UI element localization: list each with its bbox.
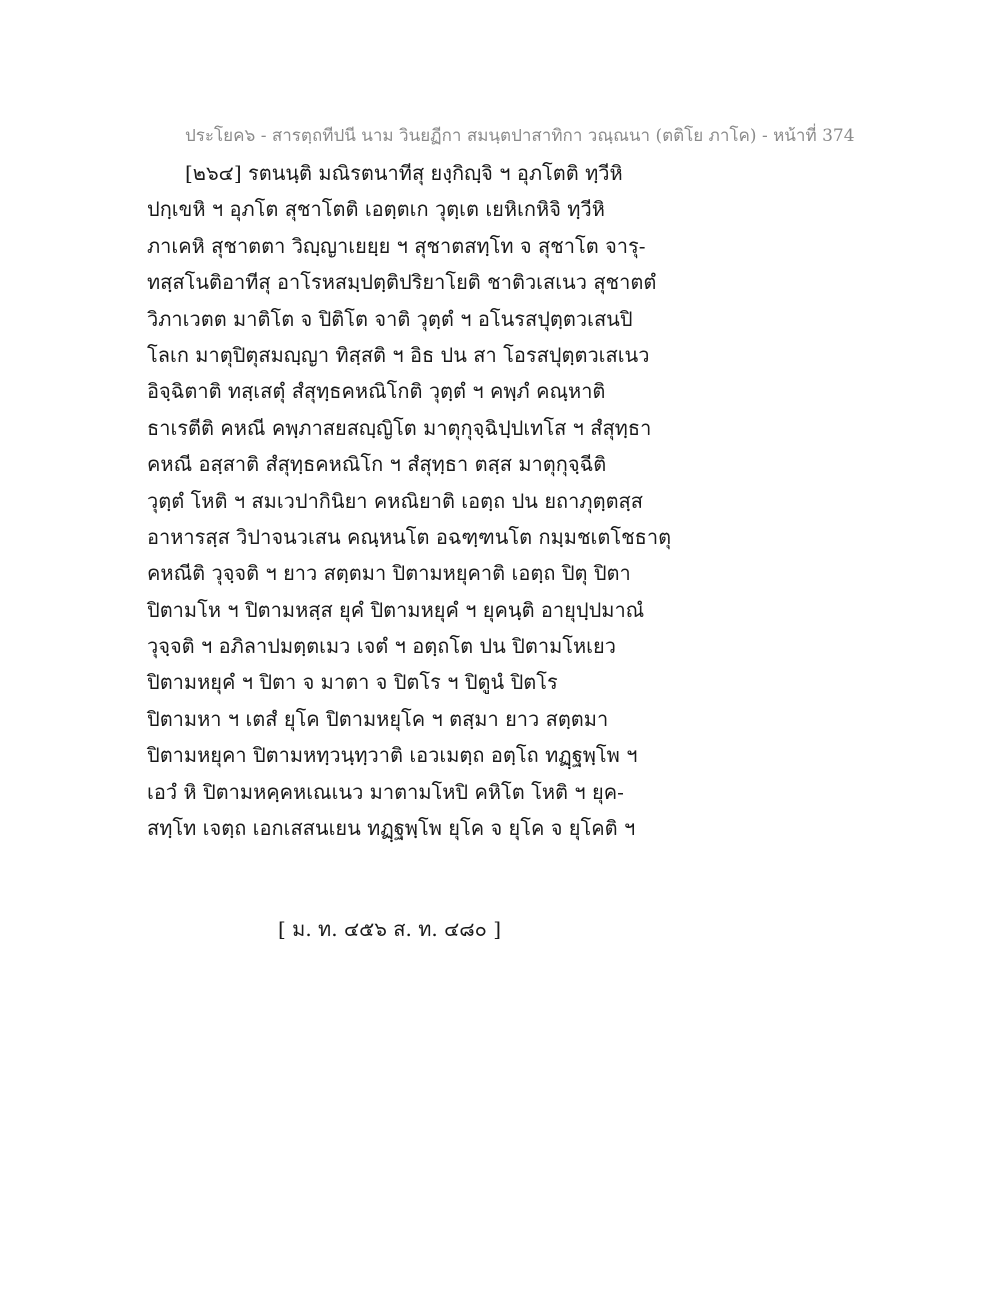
text-line: ปิตามหา ฯ เตสํ ยุโค ปิตามหยุโค ฯ ตสฺมา ยาว สตฺตมา <box>147 706 609 731</box>
page-header: ประโยค๖ - สารตฺถทีปนี นาม วินยฏีกา สมนฺตปาสาทิกา วณฺณนา (ตติโย ภาโค) - หน้าที่ 374 <box>185 126 855 146</box>
text-line: อิจฺฉิตาติ ทสฺเสตุํ สํสุทฺธคหณิโกติ วุตฺตํ ฯ คพฺภํ คณฺหาติ <box>147 379 606 404</box>
text-line: วุจฺจติ ฯ อภิลาปมตฺตเมว เจตํ ฯ อตฺถโต ปน ปิตามโหเยว <box>147 634 616 659</box>
body-text <box>147 155 672 846</box>
text-line: [๒๖๔] รตนนฺติ มณิรตนาทีสุ ยงฺกิญฺจิ ฯ อุภโตติ ทฺวีหิ <box>185 161 623 185</box>
text-line: สทฺโท เจตฺถ เอกเสสนเยน ทฏฺฐพฺโพ ยุโค จ ยุโค จ ยุโคติ ฯ <box>147 816 636 841</box>
text-line: ปกฺเขหิ ฯ อุภโต สุชาโตติ เอตฺตเก วุตฺเต เยหิเกหิจิ ทฺวีหิ <box>147 197 605 222</box>
text-line: คหณี อสฺสาติ สํสุทฺธคหณิโก ฯ สํสุทฺธา ตสฺส มาตุกุจฺฉีติ <box>147 452 607 477</box>
text-line: ปิตามหยุคา ปิตามหทฺวนฺทฺวาติ เอวเมตฺถ อตฺโถ ทฏฺฐพฺโพ ฯ <box>147 743 638 768</box>
text-line: ทสฺสโนติอาทีสุ อาโรหสมฺปตฺติปริยาโยติ ชาติวเสเนว สุชาตตํ <box>147 270 657 295</box>
text-line: ภาเคหิ สุชาตตา วิญฺญาเยยฺย ฯ สุชาตสทฺโท จ สุชาโต จารุ- <box>147 233 646 258</box>
text-line: ธาเรตีติ คหณี คพฺภาสยสญฺญิโต มาตุกุจฺฉิปฺปเทโส ฯ สํสุทฺธา <box>147 415 652 440</box>
text-line: เอวํ หิ ปิตามหคฺคหเณเนว มาตามโหปิ คหิโต โหติ ฯ ยุค- <box>147 779 624 804</box>
text-line: โลเก มาตุปิตุสมญฺญา ทิสฺสติ ฯ อิธ ปน สา โอรสปุตฺตวเสเนว <box>147 342 650 367</box>
text-line: ปิตามหยุคํ ฯ ปิตา จ มาตา จ ปิตโร ฯ ปิตูนํ ปิตโร <box>147 670 558 695</box>
text-line: ปิตามโห ฯ ปิตามหสฺส ยุคํ ปิตามหยุคํ ฯ ยุคนฺติ อายุปฺปมาณํ <box>147 597 645 622</box>
text-line: วุตฺตํ โหติ ฯ สมเวปากินิยา คหณิยาติ เอตฺถ ปน ยถาภุตฺตสฺส <box>147 488 643 513</box>
text-line: คหณีติ วุจฺจติ ฯ ยาว สตฺตมา ปิตามหยุคาติ เอตฺถ ปิตุ ปิตา <box>147 561 631 586</box>
reference-citation: [ ม. ท. ๔๕๖ ส. ท. ๔๘๐ ] <box>278 917 502 941</box>
text-line: อาหารสฺส วิปาจนวเสน คณฺหนโต อฉฑฺฑนโต กมฺมชเตโชธาตุ <box>147 524 672 549</box>
text-line: วิภาเวตต มาติโต จ ปิติโต จาติ วุตฺตํ ฯ อโนรสปุตฺตวเสนปิ <box>147 306 633 331</box>
